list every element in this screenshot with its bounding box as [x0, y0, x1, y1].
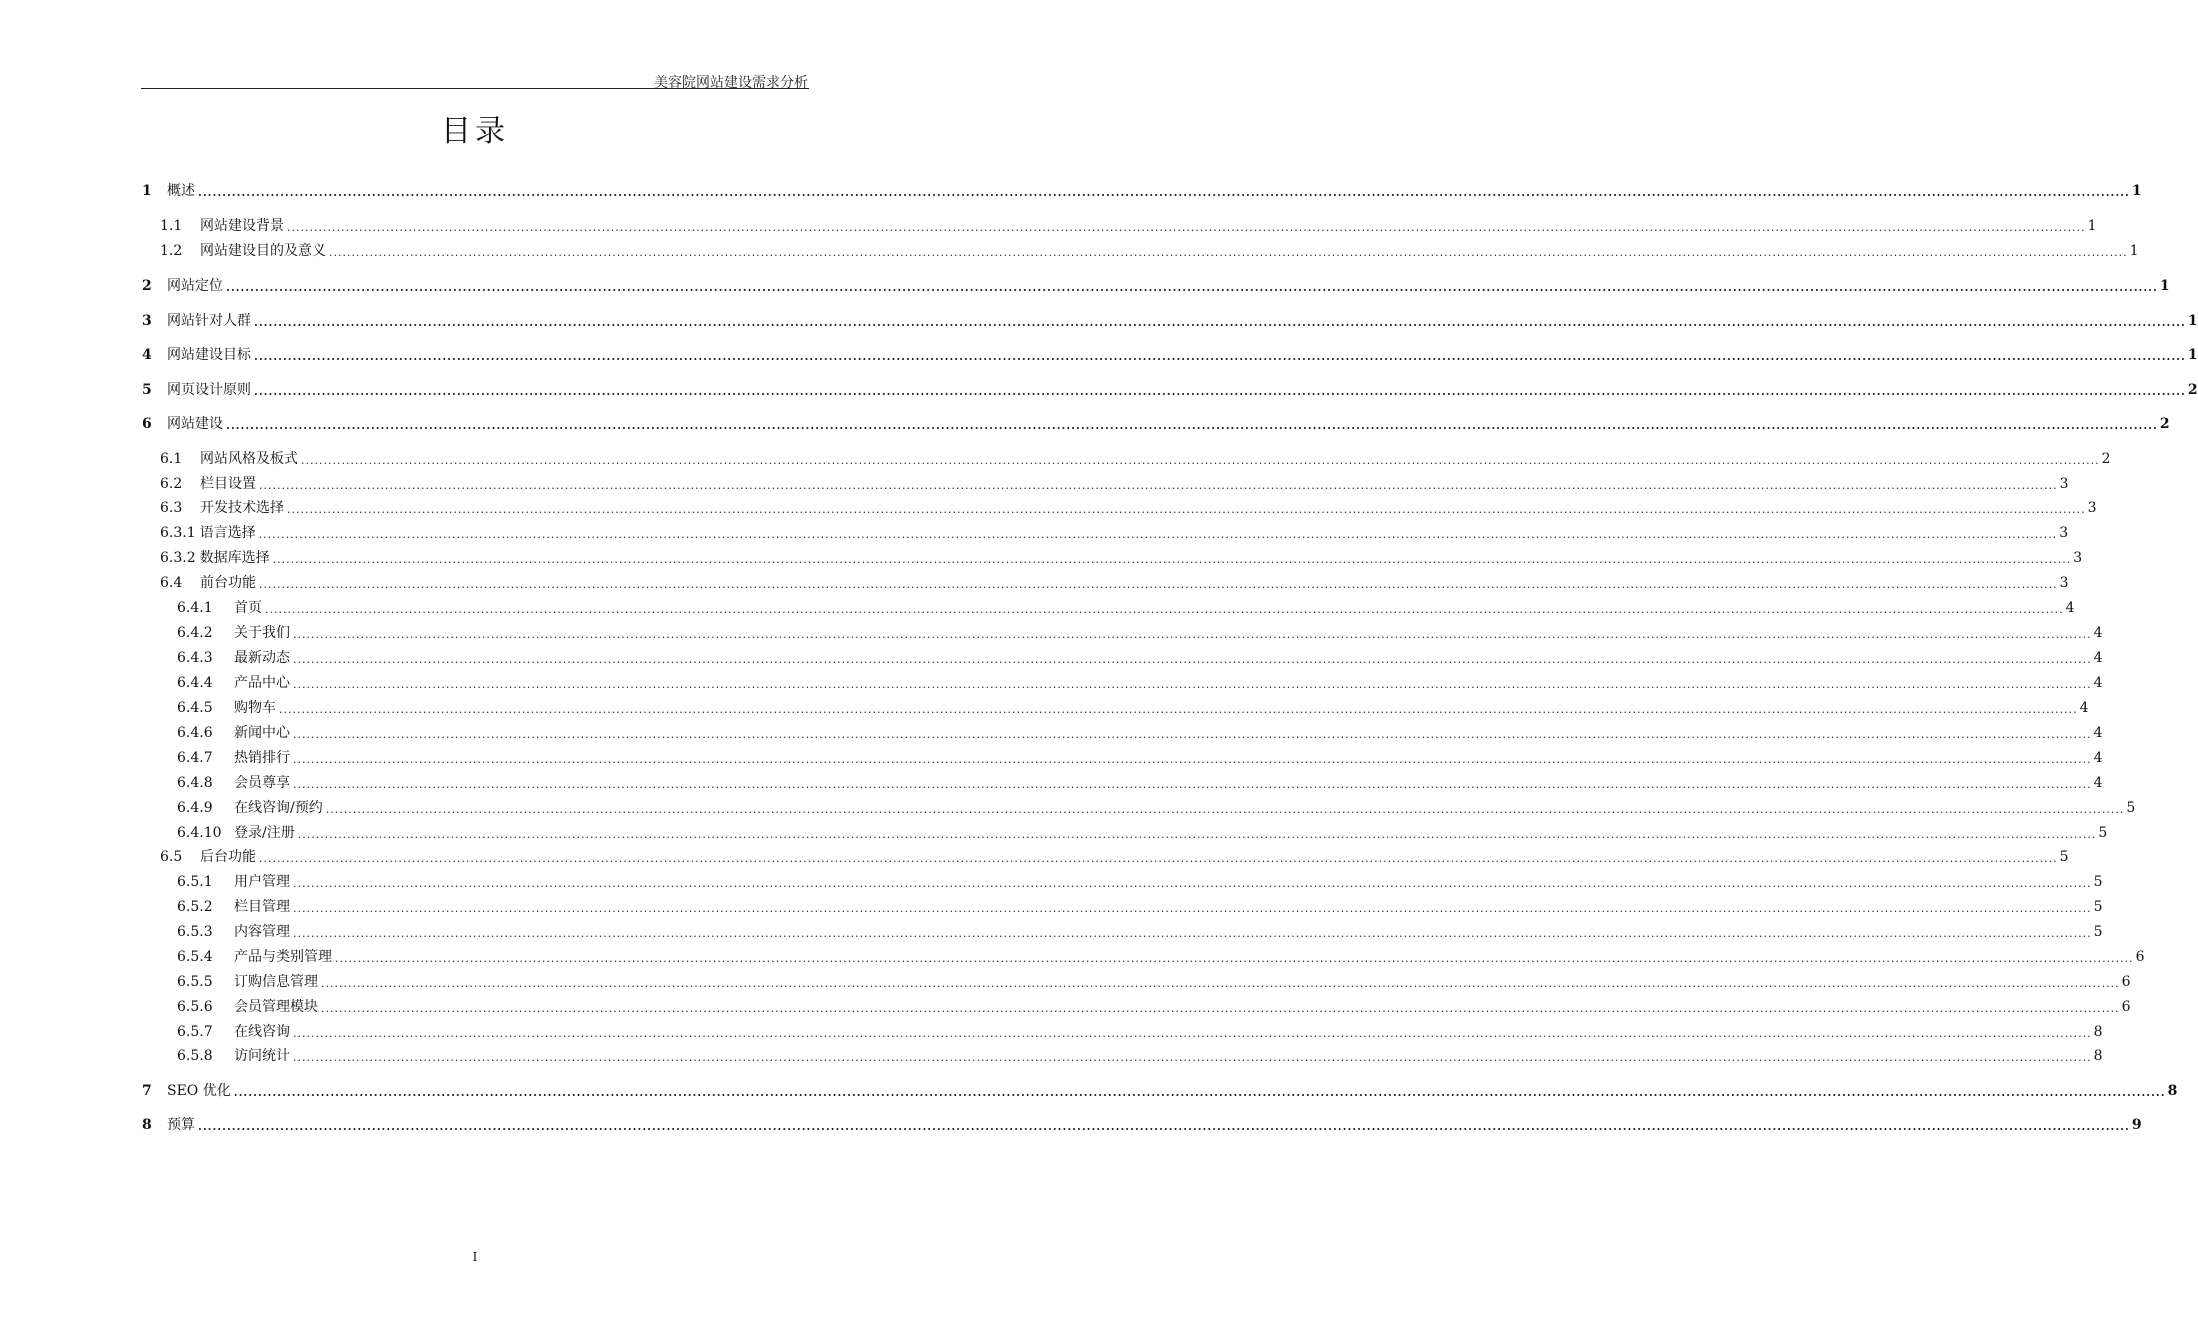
toc-entry[interactable] [142, 799, 2136, 817]
toc-entry-page: 5 [2098, 825, 2108, 841]
toc-leader-dots: ................................................................................................................................................................................................................................................................................................................................................................................................................ [226, 281, 2158, 294]
toc-entry-label: 首页 [234, 600, 262, 616]
toc-entry[interactable] [142, 1116, 2142, 1134]
toc-leader-dots: ................................................................................................................................................................................................................................................................................................................................................................................................................ [293, 1051, 2092, 1064]
toc-entry[interactable] [142, 649, 2103, 667]
toc-entry[interactable] [142, 948, 2145, 966]
toc-entry-label: 语言选择 [199, 525, 256, 541]
toc-entry-label: 网站风格及板式 [200, 451, 298, 467]
toc-leader-dots: ................................................................................................................................................................................................................................................................................................................................................................................................................ [198, 1120, 2130, 1133]
toc-leader-dots: ................................................................................................................................................................................................................................................................................................................................................................................................................ [287, 221, 2086, 234]
toc-entry-number: 1.1 [160, 218, 183, 234]
toc-entry[interactable] [142, 346, 2198, 364]
toc-entry-page: 4 [2093, 775, 2103, 791]
toc-entry-label: 网站建设目的及意义 [200, 243, 326, 259]
toc-entry-label: 栏目管理 [234, 899, 290, 915]
toc-entry-page: 3 [2059, 575, 2069, 591]
toc-entry-page: 5 [2093, 874, 2103, 890]
toc-entry-page: 6 [2121, 974, 2131, 990]
toc-entry-number: 6.4.5 [177, 700, 213, 716]
toc-entry-number: 6 [142, 416, 152, 432]
toc-entry-label: 网站建设目标 [167, 347, 251, 363]
toc-entry-page: 6 [2135, 949, 2145, 965]
toc-entry[interactable] [142, 1082, 2178, 1100]
toc-leader-dots: ................................................................................................................................................................................................................................................................................................................................................................................................................ [259, 852, 2058, 865]
toc-entry-page: 3 [2087, 500, 2097, 516]
toc-leader-dots: ................................................................................................................................................................................................................................................................................................................................................................................................................ [293, 778, 2092, 791]
toc-entry-number: 6.4.4 [177, 675, 213, 691]
toc-entry-label: 栏目设置 [200, 476, 256, 492]
toc-entry[interactable] [142, 699, 2089, 717]
toc-entry[interactable] [142, 724, 2103, 742]
toc-entry[interactable] [142, 973, 2131, 991]
toc-entry-label: 用户管理 [234, 874, 290, 890]
toc-entry-label: 网页设计原则 [167, 382, 251, 398]
toc-entry-number: 6.4.3 [177, 650, 213, 666]
toc-entry[interactable] [142, 624, 2103, 642]
toc-entry[interactable] [142, 312, 2198, 330]
toc-entry-label: 内容管理 [234, 924, 290, 940]
toc-entry-label: 网站定位 [167, 278, 223, 294]
toc-entry-number: 3 [142, 313, 152, 329]
toc-entry[interactable] [142, 1023, 2103, 1041]
toc-entry-number: 6.4.9 [177, 800, 213, 816]
toc-leader-dots: ................................................................................................................................................................................................................................................................................................................................................................................................................ [325, 803, 2125, 816]
toc-entry-page: 3 [2073, 550, 2083, 566]
toc-entry[interactable] [142, 524, 2069, 542]
toc-entry-number: 6.5.4 [177, 949, 213, 965]
toc-entry-page: 4 [2093, 650, 2103, 666]
toc-entry-label: 后台功能 [200, 849, 256, 865]
toc-entry[interactable] [142, 774, 2103, 792]
toc-entry-number: 6.4.10 [177, 825, 222, 841]
toc-leader-dots: ................................................................................................................................................................................................................................................................................................................................................................................................................ [321, 977, 2120, 990]
toc-entry-number: 6.4.7 [177, 750, 213, 766]
toc-entry[interactable] [142, 242, 2139, 260]
toc-leader-dots: ................................................................................................................................................................................................................................................................................................................................................................................................................ [254, 316, 2186, 329]
toc-entry[interactable] [142, 415, 2170, 433]
toc-entry-page: 4 [2093, 625, 2103, 641]
toc-entry-number: 6.4.2 [177, 625, 213, 641]
toc-entry-label: 登录/注册 [234, 825, 295, 841]
toc-entry-label: 网站建设背景 [200, 218, 284, 234]
toc-entry-label: 数据库选择 [199, 550, 270, 566]
toc-entry-label: 网站针对人群 [167, 313, 251, 329]
toc-entry-page: 2 [2187, 382, 2198, 398]
toc-entry-page: 8 [2093, 1024, 2103, 1040]
toc-entry-label: 最新动态 [234, 650, 290, 666]
toc-leader-dots: ................................................................................................................................................................................................................................................................................................................................................................................................................ [272, 553, 2072, 566]
toc-title: 目录 [441, 114, 509, 149]
toc-entry-number: 6.5.8 [177, 1048, 213, 1064]
toc-entry[interactable] [142, 217, 2097, 235]
toc-leader-dots: ................................................................................................................................................................................................................................................................................................................................................................................................................ [321, 1002, 2120, 1015]
toc-entry-page: 8 [2093, 1048, 2103, 1064]
toc-leader-dots: ................................................................................................................................................................................................................................................................................................................................................................................................................ [254, 350, 2186, 363]
toc-entry[interactable] [142, 873, 2103, 891]
toc-entry[interactable] [142, 848, 2069, 866]
toc-entry-page: 5 [2126, 800, 2136, 816]
toc-leader-dots: ................................................................................................................................................................................................................................................................................................................................................................................................................ [293, 728, 2092, 741]
toc-entry[interactable] [142, 599, 2075, 617]
toc-entry-number: 4 [142, 347, 152, 363]
toc-entry-page: 1 [2187, 313, 2198, 329]
toc-entry-page: 3 [2059, 525, 2069, 541]
toc-entry[interactable] [142, 277, 2170, 295]
toc-entry-label: 产品中心 [234, 675, 290, 691]
toc-entry-number: 6.4.8 [177, 775, 213, 791]
toc-entry-number: 6.5.3 [177, 924, 213, 940]
toc-leader-dots: ................................................................................................................................................................................................................................................................................................................................................................................................................ [279, 703, 2078, 716]
toc-entry-number: 6.5 [160, 849, 183, 865]
toc-leader-dots: ................................................................................................................................................................................................................................................................................................................................................................................................................ [335, 952, 2134, 965]
toc-entry-number: 6.3.2 [160, 550, 196, 566]
toc-entry-number: 1.2 [160, 243, 183, 259]
toc-leader-dots: ................................................................................................................................................................................................................................................................................................................................................................................................................ [287, 503, 2086, 516]
toc-leader-dots: ................................................................................................................................................................................................................................................................................................................................................................................................................ [254, 385, 2186, 398]
toc-leader-dots: ................................................................................................................................................................................................................................................................................................................................................................................................................ [293, 877, 2092, 890]
toc-entry-page: 4 [2065, 600, 2075, 616]
toc-entry-page: 9 [2131, 1117, 2142, 1133]
toc-entry[interactable] [142, 923, 2103, 941]
toc-entry-page: 5 [2059, 849, 2069, 865]
toc-entry-number: 6.3 [160, 500, 183, 516]
toc-entry-page: 5 [2093, 924, 2103, 940]
toc-entry[interactable] [142, 574, 2069, 592]
toc-entry-page: 4 [2093, 725, 2103, 741]
toc-entry-label: 会员尊享 [234, 775, 290, 791]
page-header-title: 美容院网站建设需求分析 [654, 75, 808, 91]
toc-leader-dots: ................................................................................................................................................................................................................................................................................................................................................................................................................ [293, 927, 2092, 940]
toc-entry-number: 6.5.5 [177, 974, 213, 990]
toc-leader-dots: ................................................................................................................................................................................................................................................................................................................................................................................................................ [297, 828, 2097, 841]
toc-entry-page: 6 [2121, 999, 2131, 1015]
toc-entry-page: 2 [2159, 416, 2170, 432]
toc-entry[interactable] [142, 499, 2097, 517]
toc-entry-label: 新闻中心 [234, 725, 290, 741]
toc-entry-label: 在线咨询/预约 [234, 800, 323, 816]
toc-entry[interactable] [142, 549, 2083, 567]
toc-leader-dots: ................................................................................................................................................................................................................................................................................................................................................................................................................ [265, 603, 2064, 616]
toc-entry-number: 6.5.6 [177, 999, 213, 1015]
toc-leader-dots: ................................................................................................................................................................................................................................................................................................................................................................................................................ [259, 479, 2058, 492]
toc-entry-number: 5 [142, 382, 152, 398]
toc-leader-dots: ................................................................................................................................................................................................................................................................................................................................................................................................................ [329, 246, 2128, 259]
toc-entry[interactable] [142, 898, 2103, 916]
toc-leader-dots: ................................................................................................................................................................................................................................................................................................................................................................................................................ [293, 628, 2092, 641]
toc-entry-label: 开发技术选择 [200, 500, 284, 516]
toc-entry-page: 4 [2093, 675, 2103, 691]
toc-entry-number: 6.1 [160, 451, 183, 467]
toc-entry-page: 3 [2059, 476, 2069, 492]
toc-entry-number: 6.4.6 [177, 725, 213, 741]
toc-entry[interactable] [142, 1047, 2103, 1065]
toc-entry[interactable] [142, 998, 2131, 1016]
toc-entry-number: 6.5.1 [177, 874, 213, 890]
toc-entry-number: 6.4.1 [177, 600, 213, 616]
toc-entry-page: 5 [2093, 899, 2103, 915]
toc-entry-page: 4 [2093, 750, 2103, 766]
toc-entry-page: 1 [2131, 183, 2142, 199]
toc-entry[interactable] [142, 824, 2108, 842]
toc-leader-dots: ................................................................................................................................................................................................................................................................................................................................................................................................................ [293, 753, 2092, 766]
page-number: I [472, 1250, 478, 1264]
toc-leader-dots: ................................................................................................................................................................................................................................................................................................................................................................................................................ [258, 528, 2058, 541]
toc-entry-label: 网站建设 [167, 416, 223, 432]
toc-leader-dots: ................................................................................................................................................................................................................................................................................................................................................................................................................ [198, 186, 2130, 199]
toc-leader-dots: ................................................................................................................................................................................................................................................................................................................................................................................................................ [259, 578, 2058, 591]
toc-leader-dots: ................................................................................................................................................................................................................................................................................................................................................................................................................ [293, 678, 2092, 691]
toc-entry-label: 关于我们 [234, 625, 290, 641]
toc-entry-label: SEO 优化 [167, 1083, 231, 1099]
toc-entry-label: 在线咨询 [234, 1024, 290, 1040]
toc-entry-label: 产品与类别管理 [234, 949, 332, 965]
toc-entry-number: 6.4 [160, 575, 183, 591]
toc-entry-label: 访问统计 [234, 1048, 290, 1064]
toc-leader-dots: ................................................................................................................................................................................................................................................................................................................................................................................................................ [226, 419, 2158, 432]
toc-leader-dots: ................................................................................................................................................................................................................................................................................................................................................................................................................ [293, 902, 2092, 915]
toc-entry-label: 预算 [167, 1117, 195, 1133]
toc-entry[interactable] [142, 450, 2111, 468]
toc-entry-number: 6.5.2 [177, 899, 213, 915]
toc-entry-label: 前台功能 [200, 575, 256, 591]
toc-entry[interactable] [142, 749, 2103, 767]
toc-entry-page: 8 [2167, 1083, 2178, 1099]
toc-leader-dots: ................................................................................................................................................................................................................................................................................................................................................................................................................ [233, 1086, 2166, 1099]
toc-entry-number: 6.5.7 [177, 1024, 213, 1040]
toc-entry-label: 会员管理模块 [234, 999, 318, 1015]
toc-entry-label: 购物车 [234, 700, 276, 716]
toc-leader-dots: ................................................................................................................................................................................................................................................................................................................................................................................................................ [293, 1027, 2092, 1040]
toc-entry-page: 1 [2159, 278, 2170, 294]
toc-entry-page: 1 [2129, 243, 2139, 259]
toc-entry-page: 2 [2101, 451, 2111, 467]
toc-entry-number: 1 [142, 183, 152, 199]
toc-entry-label: 订购信息管理 [234, 974, 318, 990]
toc-entry[interactable] [142, 381, 2198, 399]
toc-entry[interactable] [142, 674, 2103, 692]
toc-entry[interactable] [142, 182, 2142, 200]
toc-entry[interactable] [142, 475, 2069, 493]
toc-entry-number: 6.2 [160, 476, 183, 492]
toc-entry-page: 1 [2187, 347, 2198, 363]
toc-entry-label: 概述 [167, 183, 195, 199]
toc-entry-page: 1 [2087, 218, 2097, 234]
toc-entry-page: 4 [2079, 700, 2089, 716]
toc-entry-label: 热销排行 [234, 750, 290, 766]
toc-entry-number: 8 [142, 1117, 152, 1133]
toc-entry-number: 7 [142, 1083, 152, 1099]
toc-leader-dots: ................................................................................................................................................................................................................................................................................................................................................................................................................ [293, 653, 2092, 666]
toc-leader-dots: ................................................................................................................................................................................................................................................................................................................................................................................................................ [301, 454, 2100, 467]
toc-entry-number: 6.3.1 [160, 525, 196, 541]
toc-entry-number: 2 [142, 278, 152, 294]
